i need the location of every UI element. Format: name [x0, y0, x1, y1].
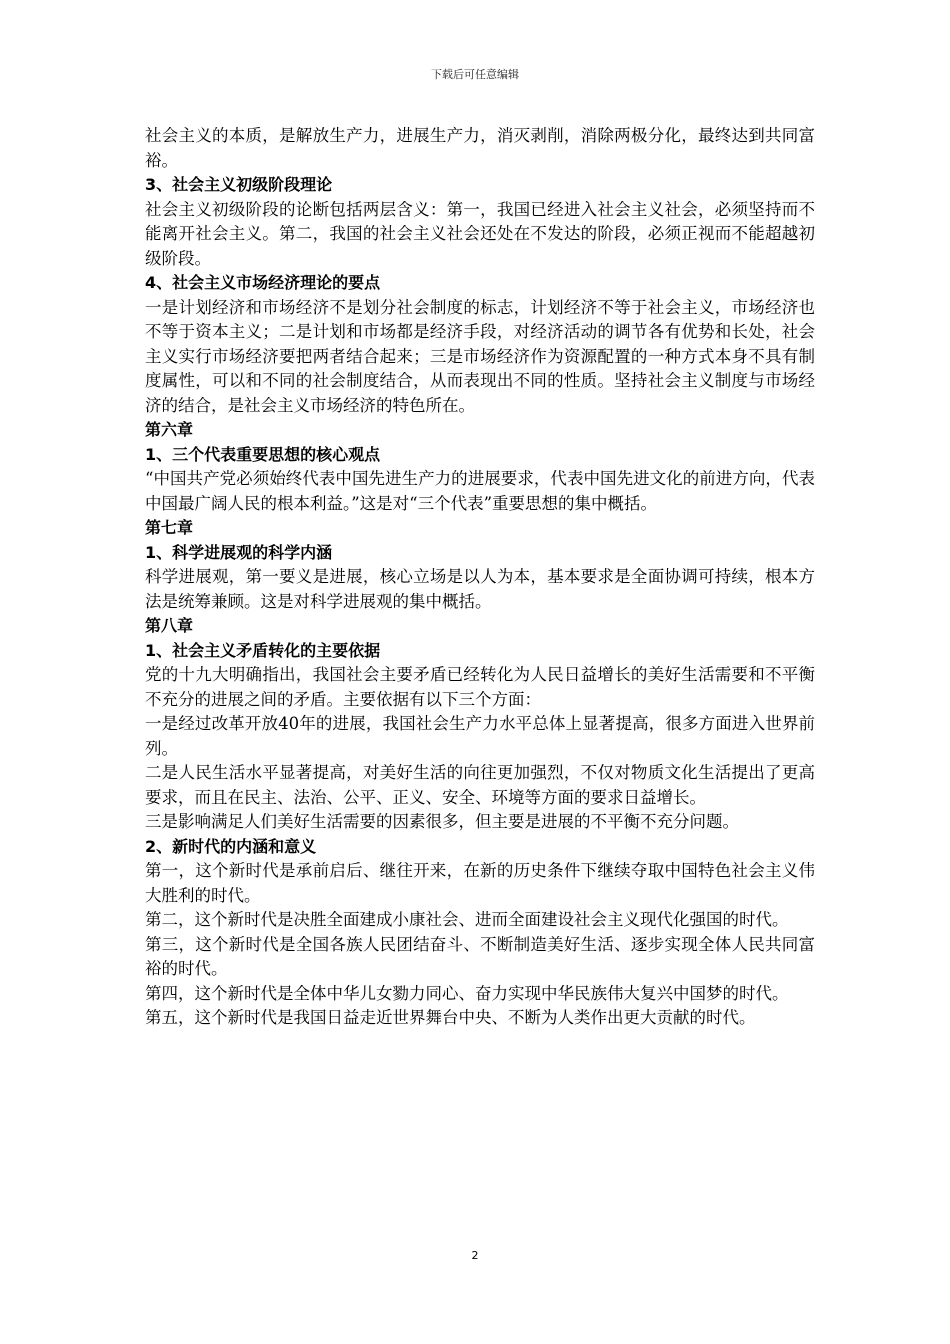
paragraph: 第四，这个新时代是全体中华儿女勠力同心、奋力实现中华民族伟大复兴中国梦的时代。: [145, 983, 789, 1003]
section-heading: 1、科学进展观的科学内涵: [145, 542, 333, 562]
document-body: [145, 124, 815, 1031]
chapter-heading: 第七章: [145, 518, 194, 537]
chapter-heading: 第六章: [145, 420, 194, 439]
paragraph: 第三，这个新时代是全国各族人民团结奋斗、不断制造美好生活、逐步实现全体人民共同富裕的时代。: [145, 934, 815, 978]
paragraph: 一是计划经济和市场经济不是划分社会制度的标志，计划经济不等于社会主义，市场经济也不等于资本主义；二是计划和市场都是经济手段，对经济活动的调节各有优势和长处，社会主义实行市场经济要把两者结合起来；三是市场经济作为资源配置的一种方式本身不具有制度属性，可以和不同的社会制度结合，从而表现出不同的性质。坚持社会主义制度与市场经济的结合，是社会主义市场经济的特色所在。: [145, 297, 815, 415]
paragraph: 社会主义初级阶段的论断包括两层含义：第一，我国已经进入社会主义社会，必须坚持而不能离开社会主义。第二，我国的社会主义社会还处在不发达的阶段，必须正视而不能超越初级阶段。: [145, 199, 815, 268]
chapter-heading: 第八章: [145, 616, 194, 635]
paragraph: 科学进展观，第一要义是进展，核心立场是以人为本，基本要求是全面协调可持续，根本方法是统筹兼顾。这是对科学进展观的集中概括。: [145, 567, 815, 611]
paragraph: 一是经过改革开放40年的进展，我国社会生产力水平总体上显著提高，很多方面进入世界前列。: [145, 714, 815, 758]
section-heading: 4、社会主义市场经济理论的要点: [145, 273, 381, 292]
paragraph: 二是人民生活水平显著提高，对美好生活的向往更加强烈，不仅对物质文化生活提出了更高要求，而且在民主、法治、公平、正义、安全、环境等方面的要求日益增长。: [145, 763, 815, 807]
section-heading: 1、社会主义矛盾转化的主要依据: [145, 640, 381, 660]
paragraph: 社会主义的本质，是解放生产力，进展生产力，消灭剥削，消除两极分化，最终达到共同富裕。: [145, 126, 815, 170]
paragraph: 党的十九大明确指出，我国社会主要矛盾已经转化为人民日益增长的美好生活需要和不平衡不充分的进展之间的矛盾。主要依据有以下三个方面：: [145, 665, 815, 709]
paragraph: 第一，这个新时代是承前启后、继往开来，在新的历史条件下继续夺取中国特色社会主义伟大胜利的时代。: [145, 861, 815, 905]
section-heading: 2、新时代的内涵和意义: [145, 836, 317, 856]
paragraph: 第二，这个新时代是决胜全面建成小康社会、进而全面建设社会主义现代化强国的时代。: [145, 910, 789, 929]
page-number: 2: [471, 1249, 479, 1262]
section-heading: 3、社会主义初级阶段理论: [145, 175, 333, 194]
page-header-note: 下载后可任意编辑: [431, 68, 519, 81]
paragraph: “中国共产党必须始终代表中国先进生产力的进展要求，代表中国先进文化的前进方向，代表中国最广阔人民的根本利益。”这是对“三个代表”重要思想的集中概括。: [145, 469, 815, 513]
paragraph: 三是影响满足人们美好生活需要的因素很多，但主要是进展的不平衡不充分问题。: [145, 812, 739, 831]
paragraph: 第五，这个新时代是我国日益走近世界舞台中央、不断为人类作出更大贡献的时代。: [145, 1008, 756, 1027]
section-heading: 1、三个代表重要思想的核心观点: [145, 444, 381, 464]
